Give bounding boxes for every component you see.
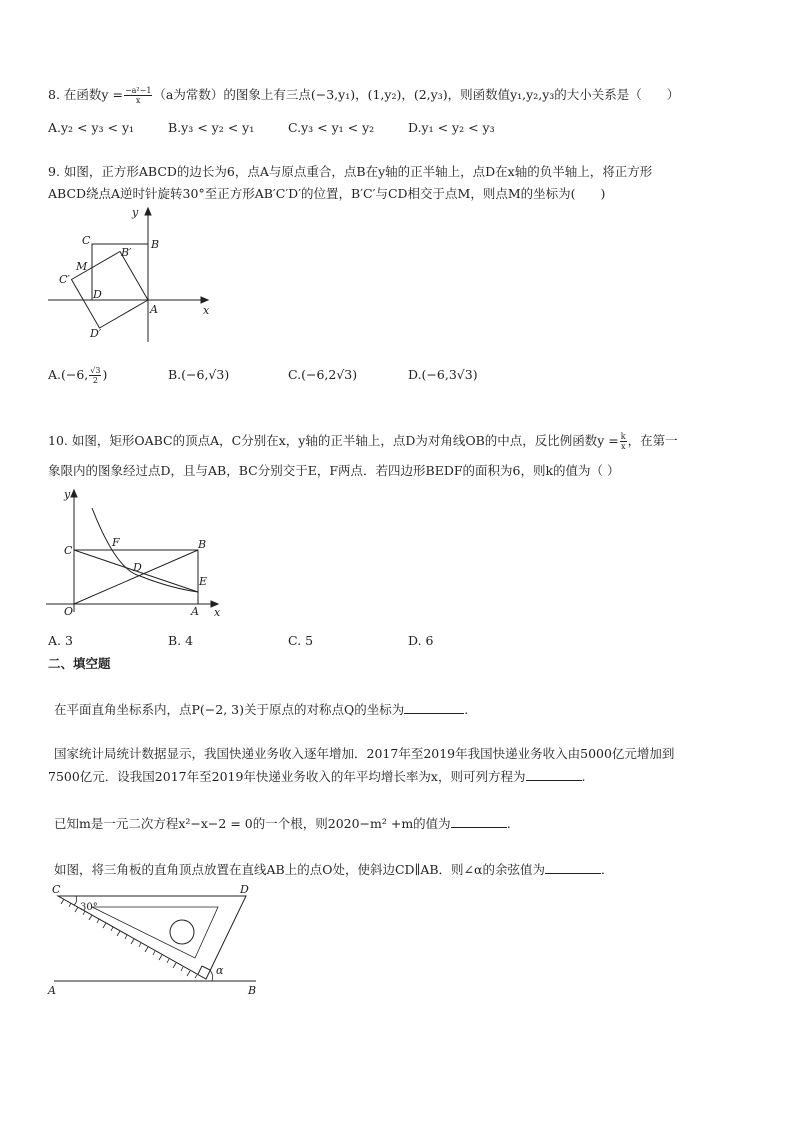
q9-option-d[interactable]: D.(−6,3√3) (408, 367, 478, 382)
label-m: M (76, 260, 88, 273)
label-b-prime: B′ (121, 246, 132, 259)
q9-option-b[interactable]: B.(−6,√3) (168, 367, 230, 382)
q10-option-a[interactable]: A. 3 (48, 633, 73, 648)
label-d-prime: D′ (90, 327, 102, 340)
label-30-degrees: 30° (80, 902, 98, 913)
q10-figure (40, 484, 230, 619)
answer-blank[interactable] (451, 816, 507, 828)
q8-option-d[interactable]: D.y₁ < y₂ < y₃ (408, 120, 495, 135)
answer-blank[interactable] (545, 862, 601, 874)
label-c-prime: C′ (59, 273, 70, 286)
x-axis-arrow (201, 297, 208, 303)
ruler-hole (170, 920, 194, 944)
triangle-ruler-figure (40, 880, 280, 1000)
label-c: C (64, 544, 73, 557)
q8-fraction: $\frac{\text{−a²−1}}{x}$ (124, 86, 152, 105)
q9-stem-line2: ABCD绕点A逆时针旋转30°至正方形AB′C′D′的位置，B′C′与CD相交于点M，则点M的坐标为( ) (48, 186, 606, 201)
angle-30-arc (74, 896, 77, 905)
fill-question-4: 如图，将三角板的直角顶点放置在直线AB上的点O处，使斜边CD∥AB．则∠α的余弦值为 ． (54, 862, 614, 877)
q9-option-c[interactable]: C.(−6,2√3) (288, 367, 358, 382)
label-d: D (93, 288, 102, 301)
section-title: 二、填空题 (48, 656, 111, 671)
label-c: C (82, 234, 91, 247)
q8-option-c[interactable]: C.y₃ < y₁ < y₂ (288, 120, 375, 135)
label-d: D (133, 561, 142, 574)
fill-question-3: 已知m是一元二次方程x²−x−2 = 0的一个根，则2020−m² +m的值为 . (54, 816, 511, 831)
label-a: A (48, 984, 56, 997)
q10-stem-line1: 10. 如图，矩形OABC的顶点A，C分别在x，y轴的正半轴上，点D为对角线OB的中点，反比例函数y = $\frac{k}{x}$ ，在第一 (48, 432, 678, 451)
q8-option-b[interactable]: B.y₃ < y₂ < y₁ (168, 120, 255, 135)
q10-stem-line2: 象限内的图象经过点D，且与AB，BC分别交于E，F两点．若四边形BEDF的面积为6，则k的值为（ ） (48, 463, 620, 478)
q9-stem-line1: 9. 如图，正方形ABCD的边长为6，点A与原点重合，点B在y轴的正半轴上，点D在x轴的负半轴上，将正方形 (48, 164, 653, 179)
fill-question-2-line1: 国家统计局统计数据显示，我国快递业务收入逐年增加．2017年至2019年我国快递业务收入由5000亿元增加到 (54, 746, 675, 761)
label-b: B (198, 538, 207, 551)
label-a: A (191, 605, 199, 618)
fill-question-1: 在平面直角坐标系内，点P(−2, 3)关于原点的对称点Q的坐标为 . (54, 702, 469, 717)
alpha-arc (210, 970, 213, 981)
answer-blank[interactable] (404, 702, 464, 714)
label-f: F (112, 536, 120, 549)
label-y: y (64, 488, 71, 501)
label-d: D (240, 883, 249, 896)
label-e: E (199, 575, 208, 588)
q9-option-a[interactable]: A.(−6, $\frac{√3}{2}$ ) (48, 366, 108, 385)
q10-option-b[interactable]: B. 4 (168, 633, 194, 648)
q10-option-c[interactable]: C. 5 (288, 633, 314, 648)
label-y: y (132, 206, 139, 219)
label-alpha: α (216, 964, 224, 977)
label-x: x (214, 606, 221, 619)
fill-question-2-line2: 7500亿元．设我国2017年至2019年快递业务收入的年平均增长率为x，则可列方程为 . (48, 769, 586, 784)
y-axis-arrow (71, 490, 77, 497)
label-x: x (203, 304, 210, 317)
answer-blank[interactable] (526, 769, 582, 781)
right-angle-mark (198, 966, 210, 974)
q10-option-d[interactable]: D. 6 (408, 633, 434, 648)
q8-stem: 8. 在函数y = $\frac{\text{−a²−1}}{x}$ （a为常数）的图象上有三点(−3,y₁)，(1,y₂)，(2,y₃)，则函数值y₁,y₂,y₃的大小关系是（ ） (48, 86, 680, 105)
label-a: A (150, 303, 158, 316)
q9-figure (40, 200, 220, 350)
label-c: C (52, 883, 61, 896)
label-b: B (151, 238, 160, 251)
y-axis-arrow (145, 208, 151, 215)
diagonal-ob (74, 550, 198, 604)
q8-option-a[interactable]: A.y₂ < y₃ < y₁ (48, 120, 135, 135)
label-b: B (248, 984, 257, 997)
label-o: O (64, 605, 74, 618)
